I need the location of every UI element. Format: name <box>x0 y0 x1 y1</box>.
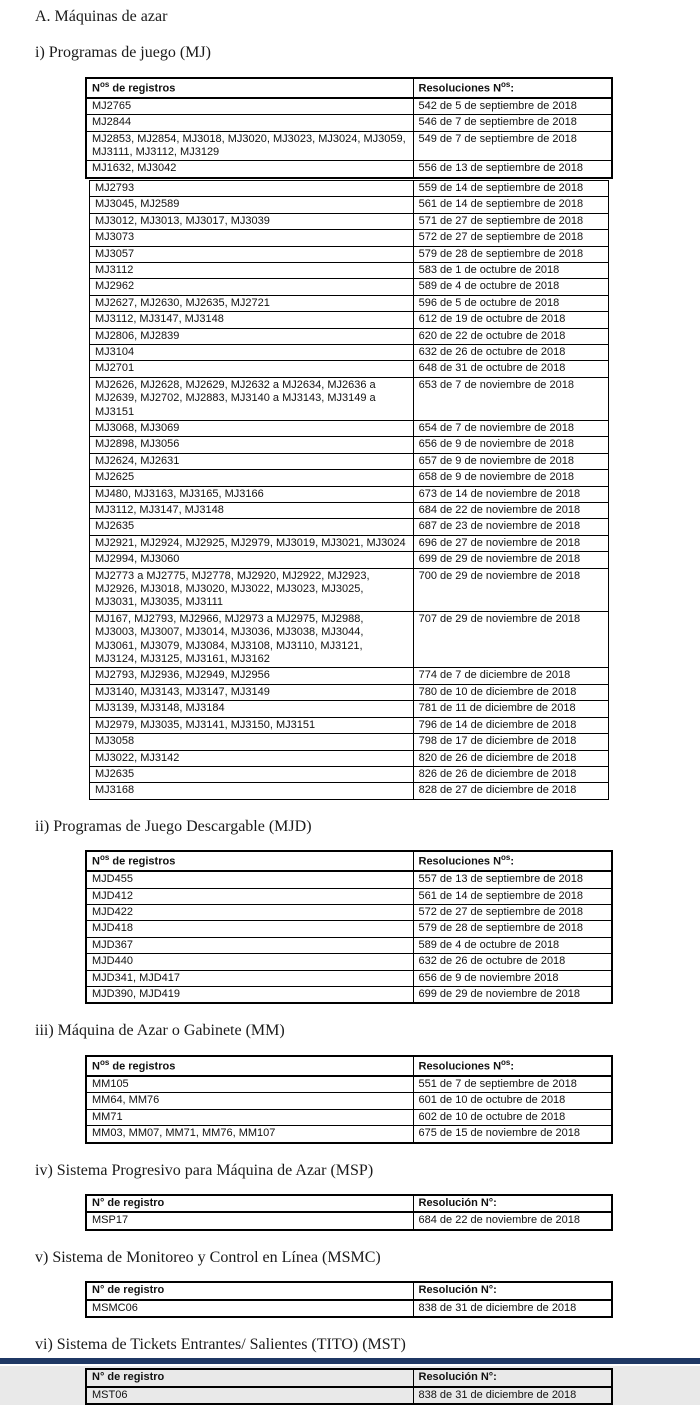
resolucion-cell: 579 de 28 de septiembre de 2018 <box>413 246 608 262</box>
resoluciones-column-header: Resoluciones $N^{os}$: <box>413 1056 612 1076</box>
resolucion-cell: 561 de 14 de septiembre de 2018 <box>413 888 612 904</box>
registros-cell: MJ167, MJ2793, MJ2966, MJ2973 a MJ2975, MJ2988, MJ3003, MJ3007, MJ3014, MJ3036, MJ3038, MJ3044, MJ3061, MJ3079, MJ3084, MJ3108, MJ3110, MJ3121, MJ3124, MJ3125, MJ3161, MJ3162 <box>90 611 414 668</box>
registros-cell: MM105 <box>86 1076 413 1093</box>
table-row <box>90 503 609 519</box>
table-row <box>90 668 609 684</box>
registry-table <box>85 1281 613 1318</box>
registros-cell: MJ2635 <box>90 519 414 535</box>
registros-cell: MJ2853, MJ2854, MJ3018, MJ3020, MJ3023, MJ3024, MJ3059, MJ3111, MJ3112, MJ3129 <box>86 131 413 161</box>
table-row <box>90 519 609 535</box>
resolucion-cell: 774 de 7 de diciembre de 2018 <box>413 668 608 684</box>
resolucion-cell: 546 de 7 de septiembre de 2018 <box>413 115 612 131</box>
table-row <box>86 1126 612 1143</box>
table-row <box>86 1076 612 1093</box>
table-row <box>86 888 612 904</box>
registry-table <box>85 1194 613 1231</box>
table-row <box>90 437 609 453</box>
table-header-row <box>86 1282 612 1299</box>
registros-cell: MJ3068, MJ3069 <box>90 420 414 436</box>
registros-cell: MJD412 <box>86 888 413 904</box>
resolucion-cell: 632 de 26 de octubre de 2018 <box>413 344 608 360</box>
registros-cell: MJ2979, MJ3035, MJ3141, MJ3150, MJ3151 <box>90 717 414 733</box>
resoluciones-column-header: Resolución N°: <box>413 1282 612 1299</box>
section-heading: i) Programas de juego (MJ) <box>35 44 211 62</box>
registros-cell: MJ2962 <box>90 279 414 295</box>
table-row <box>90 312 609 328</box>
registros-cell: MJD440 <box>86 954 413 970</box>
resolucion-cell: 654 de 7 de noviembre de 2018 <box>413 420 608 436</box>
registros-cell: MJ3112, MJ3147, MJ3148 <box>90 503 414 519</box>
table-row <box>86 161 612 178</box>
registros-cell: MJ1632, MJ3042 <box>86 161 413 178</box>
table-row <box>90 486 609 502</box>
registros-cell: MJ2626, MJ2628, MJ2629, MJ2632 a MJ2634, MJ2636 a MJ2639, MJ2702, MJ2883, MJ3140 a MJ3143, MJ3149 a MJ3151 <box>90 377 414 420</box>
table-row <box>90 344 609 360</box>
registros-column-header-superscript: os <box>99 853 110 863</box>
registros-cell: MJ480, MJ3163, MJ3165, MJ3166 <box>90 486 414 502</box>
registry-table <box>85 77 613 179</box>
registros-cell: MJ3057 <box>90 246 414 262</box>
registros-cell: MJ2773 a MJ2775, MJ2778, MJ2920, MJ2922, MJ2923, MJ2926, MJ3018, MJ3020, MJ3022, MJ3023, MJ3025, MJ3031, MJ3035, MJ3111 <box>90 568 414 611</box>
registros-cell: MJ2994, MJ3060 <box>90 552 414 568</box>
registros-cell: MM71 <box>86 1109 413 1125</box>
table-row <box>86 904 612 920</box>
table-row <box>90 701 609 717</box>
section-heading: iii) Máquina de Azar o Gabinete (MM) <box>35 1022 285 1040</box>
registros-cell: MJ3045, MJ2589 <box>90 197 414 213</box>
footer-divider-bar <box>0 1358 700 1364</box>
table-row <box>90 420 609 436</box>
resolucion-cell: 542 de 5 de septiembre de 2018 <box>413 98 612 115</box>
resoluciones-column-header: Resolución N°: <box>413 1195 612 1212</box>
registros-cell: MJ2701 <box>90 361 414 377</box>
table-row <box>86 871 612 888</box>
registros-column-header: $N^{os}$ de registros <box>86 851 413 871</box>
registros-column-header: $N^{os}$ de registros <box>86 78 413 98</box>
table-row <box>90 783 609 799</box>
resolucion-cell: 653 de 7 de noviembre de 2018 <box>413 377 608 420</box>
resolucion-cell: 826 de 26 de diciembre de 2018 <box>413 766 608 782</box>
registros-cell: MJD367 <box>86 937 413 953</box>
resolucion-cell: 699 de 29 de noviembre de 2018 <box>413 987 612 1004</box>
table-row <box>86 954 612 970</box>
resolucion-cell: 820 de 26 de diciembre de 2018 <box>413 750 608 766</box>
table-row <box>86 1109 612 1125</box>
table-row <box>86 921 612 937</box>
registros-cell: MJ3139, MJ3148, MJ3184 <box>90 701 414 717</box>
resolucion-cell: 596 de 5 de octubre de 2018 <box>413 295 608 311</box>
registros-cell: MM03, MM07, MM71, MM76, MM107 <box>86 1126 413 1143</box>
resolucion-cell: 707 de 29 de noviembre de 2018 <box>413 611 608 668</box>
section-heading: ii) Programas de Juego Descargable (MJD) <box>35 817 312 835</box>
resolucion-cell: 675 de 15 de noviembre de 2018 <box>413 1126 612 1143</box>
resolucion-cell: 589 de 4 de octubre de 2018 <box>413 937 612 953</box>
table-row <box>90 180 609 196</box>
table-row <box>90 568 609 611</box>
table-row <box>90 766 609 782</box>
table-row <box>90 279 609 295</box>
registros-cell: MSMC06 <box>86 1300 413 1317</box>
resolucion-cell: 620 de 22 de octubre de 2018 <box>413 328 608 344</box>
resolucion-cell: 657 de 9 de noviembre de 2018 <box>413 453 608 469</box>
table-row <box>90 361 609 377</box>
table-row <box>86 987 612 1004</box>
resoluciones-column-header: Resolución N°: <box>413 1369 612 1386</box>
table-row <box>90 717 609 733</box>
resolucion-cell: 658 de 9 de noviembre de 2018 <box>413 470 608 486</box>
registros-cell: MJ3012, MJ3013, MJ3017, MJ3039 <box>90 213 414 229</box>
resolucion-cell: 780 de 10 de diciembre de 2018 <box>413 684 608 700</box>
table-row <box>86 1300 612 1317</box>
resoluciones-column-header: Resoluciones $N^{os}$: <box>413 78 612 98</box>
registros-column-header: N° de registro <box>86 1369 413 1386</box>
resolucion-cell: 687 de 23 de noviembre de 2018 <box>413 519 608 535</box>
table-header-row <box>86 1369 612 1386</box>
registros-cell: MJ3073 <box>90 230 414 246</box>
registros-column-header-superscript: os <box>99 79 110 89</box>
table-row <box>90 552 609 568</box>
resolucion-cell: 828 de 27 de diciembre de 2018 <box>413 783 608 799</box>
resoluciones-column-header-superscript: os <box>501 79 511 89</box>
resolucion-cell: 656 de 9 de noviembre 2018 <box>413 970 612 986</box>
registros-column-header: $N^{os}$ de registros <box>86 1056 413 1076</box>
table-row <box>90 295 609 311</box>
registry-table <box>85 850 613 1004</box>
table-row <box>90 453 609 469</box>
resolucion-cell: 673 de 14 de noviembre de 2018 <box>413 486 608 502</box>
resolucion-cell: 602 de 10 de octubre de 2018 <box>413 1109 612 1125</box>
registros-cell: MJ2624, MJ2631 <box>90 453 414 469</box>
table-row <box>90 734 609 750</box>
resolucion-cell: 632 de 26 de octubre de 2018 <box>413 954 612 970</box>
resolucion-cell: 572 de 27 de septiembre de 2018 <box>413 230 608 246</box>
resoluciones-column-header-superscript: os <box>501 1057 511 1067</box>
registros-cell: MJ2806, MJ2839 <box>90 328 414 344</box>
registros-cell: MJ2898, MJ3056 <box>90 437 414 453</box>
registros-cell: MJ3140, MJ3143, MJ3147, MJ3149 <box>90 684 414 700</box>
registros-cell: MM64, MM76 <box>86 1093 413 1109</box>
section-heading: vi) Sistema de Tickets Entrantes/ Salientes (TITO) (MST) <box>35 1335 406 1353</box>
table-row <box>86 1212 612 1229</box>
resolucion-cell: 612 de 19 de octubre de 2018 <box>413 312 608 328</box>
table-row <box>86 1387 612 1404</box>
registros-cell: MJ2921, MJ2924, MJ2925, MJ2979, MJ3019, MJ3021, MJ3024 <box>90 535 414 551</box>
registros-cell: MJ2765 <box>86 98 413 115</box>
resolucion-cell: 561 de 14 de septiembre de 2018 <box>413 197 608 213</box>
registros-cell: MJD455 <box>86 871 413 888</box>
resolucion-cell: 648 de 31 de octubre de 2018 <box>413 361 608 377</box>
table-row <box>90 230 609 246</box>
resolucion-cell: 798 de 17 de diciembre de 2018 <box>413 734 608 750</box>
registros-cell: MJ2625 <box>90 470 414 486</box>
registry-table <box>85 1368 613 1405</box>
table-row <box>90 262 609 278</box>
table-row <box>86 1093 612 1109</box>
table-row <box>90 750 609 766</box>
registros-column-header: N° de registro <box>86 1195 413 1212</box>
registros-cell: MJ3022, MJ3142 <box>90 750 414 766</box>
table-row <box>90 377 609 420</box>
resolucion-cell: 838 de 31 de diciembre de 2018 <box>413 1387 612 1404</box>
table-row <box>90 470 609 486</box>
registros-cell: MJ3112, MJ3147, MJ3148 <box>90 312 414 328</box>
resolucion-cell: 700 de 29 de noviembre de 2018 <box>413 568 608 611</box>
table-row <box>86 115 612 131</box>
table-row <box>90 213 609 229</box>
registros-cell: MJ2844 <box>86 115 413 131</box>
resolucion-cell: 571 de 27 de septiembre de 2018 <box>413 213 608 229</box>
resolucion-cell: 796 de 14 de diciembre de 2018 <box>413 717 608 733</box>
resolucion-cell: 551 de 7 de septiembre de 2018 <box>413 1076 612 1093</box>
table-row <box>90 535 609 551</box>
resolucion-cell: 781 de 11 de diciembre de 2018 <box>413 701 608 717</box>
table-row <box>90 684 609 700</box>
resolucion-cell: 583 de 1 de octubre de 2018 <box>413 262 608 278</box>
registros-cell: MJD418 <box>86 921 413 937</box>
resolucion-cell: 579 de 28 de septiembre de 2018 <box>413 921 612 937</box>
table-row <box>86 970 612 986</box>
registros-cell: MJD390, MJD419 <box>86 987 413 1004</box>
table-row <box>86 98 612 115</box>
registros-cell: MJ3168 <box>90 783 414 799</box>
resolucion-cell: 684 de 22 de noviembre de 2018 <box>413 1212 612 1229</box>
registros-cell: MJ2793 <box>90 180 414 196</box>
resolucion-cell: 556 de 13 de septiembre de 2018 <box>413 161 612 178</box>
table-row <box>86 131 612 161</box>
resolucion-cell: 601 de 10 de octubre de 2018 <box>413 1093 612 1109</box>
registros-cell: MJD422 <box>86 904 413 920</box>
resolucion-cell: 684 de 22 de noviembre de 2018 <box>413 503 608 519</box>
sections-container <box>35 44 700 1405</box>
resoluciones-column-header: Resoluciones $N^{os}$: <box>413 851 612 871</box>
resolucion-cell: 589 de 4 de octubre de 2018 <box>413 279 608 295</box>
resolucion-cell: 549 de 7 de septiembre de 2018 <box>413 131 612 161</box>
table-header-row <box>86 78 612 98</box>
table-header-row <box>86 1195 612 1212</box>
registros-cell: MJ3112 <box>90 262 414 278</box>
registros-cell: MJ3104 <box>90 344 414 360</box>
resolucion-cell: 838 de 31 de diciembre de 2018 <box>413 1300 612 1317</box>
resolucion-cell: 656 de 9 de noviembre de 2018 <box>413 437 608 453</box>
section-heading: iv) Sistema Progresivo para Máquina de Azar (MSP) <box>35 1161 374 1179</box>
table-row <box>90 246 609 262</box>
registros-column-header-superscript: os <box>99 1057 110 1067</box>
registros-cell: MJ3058 <box>90 734 414 750</box>
table-header-row <box>86 851 612 871</box>
registry-table-continued <box>89 180 609 800</box>
resolucion-cell: 559 de 14 de septiembre de 2018 <box>413 180 608 196</box>
resoluciones-column-header-superscript: os <box>501 853 511 863</box>
registry-table <box>85 1055 613 1144</box>
page-title: A. Máquinas de azar <box>35 8 168 25</box>
table-header-row <box>86 1056 612 1076</box>
registros-cell: MST06 <box>86 1387 413 1404</box>
table-row <box>90 328 609 344</box>
table-row <box>90 197 609 213</box>
table-row <box>90 611 609 668</box>
resolucion-cell: 696 de 27 de noviembre de 2018 <box>413 535 608 551</box>
section-heading: v) Sistema de Monitoreo y Control en Línea (MSMC) <box>35 1248 381 1266</box>
table-row <box>86 937 612 953</box>
registros-column-header: N° de registro <box>86 1282 413 1299</box>
registros-cell: MJ2793, MJ2936, MJ2949, MJ2956 <box>90 668 414 684</box>
registros-cell: MJ2627, MJ2630, MJ2635, MJ2721 <box>90 295 414 311</box>
registros-cell: MSP17 <box>86 1212 413 1229</box>
registros-cell: MJ2635 <box>90 766 414 782</box>
registros-cell: MJD341, MJD417 <box>86 970 413 986</box>
resolucion-cell: 699 de 29 de noviembre de 2018 <box>413 552 608 568</box>
resolucion-cell: 572 de 27 de septiembre de 2018 <box>413 904 612 920</box>
resolucion-cell: 557 de 13 de septiembre de 2018 <box>413 871 612 888</box>
